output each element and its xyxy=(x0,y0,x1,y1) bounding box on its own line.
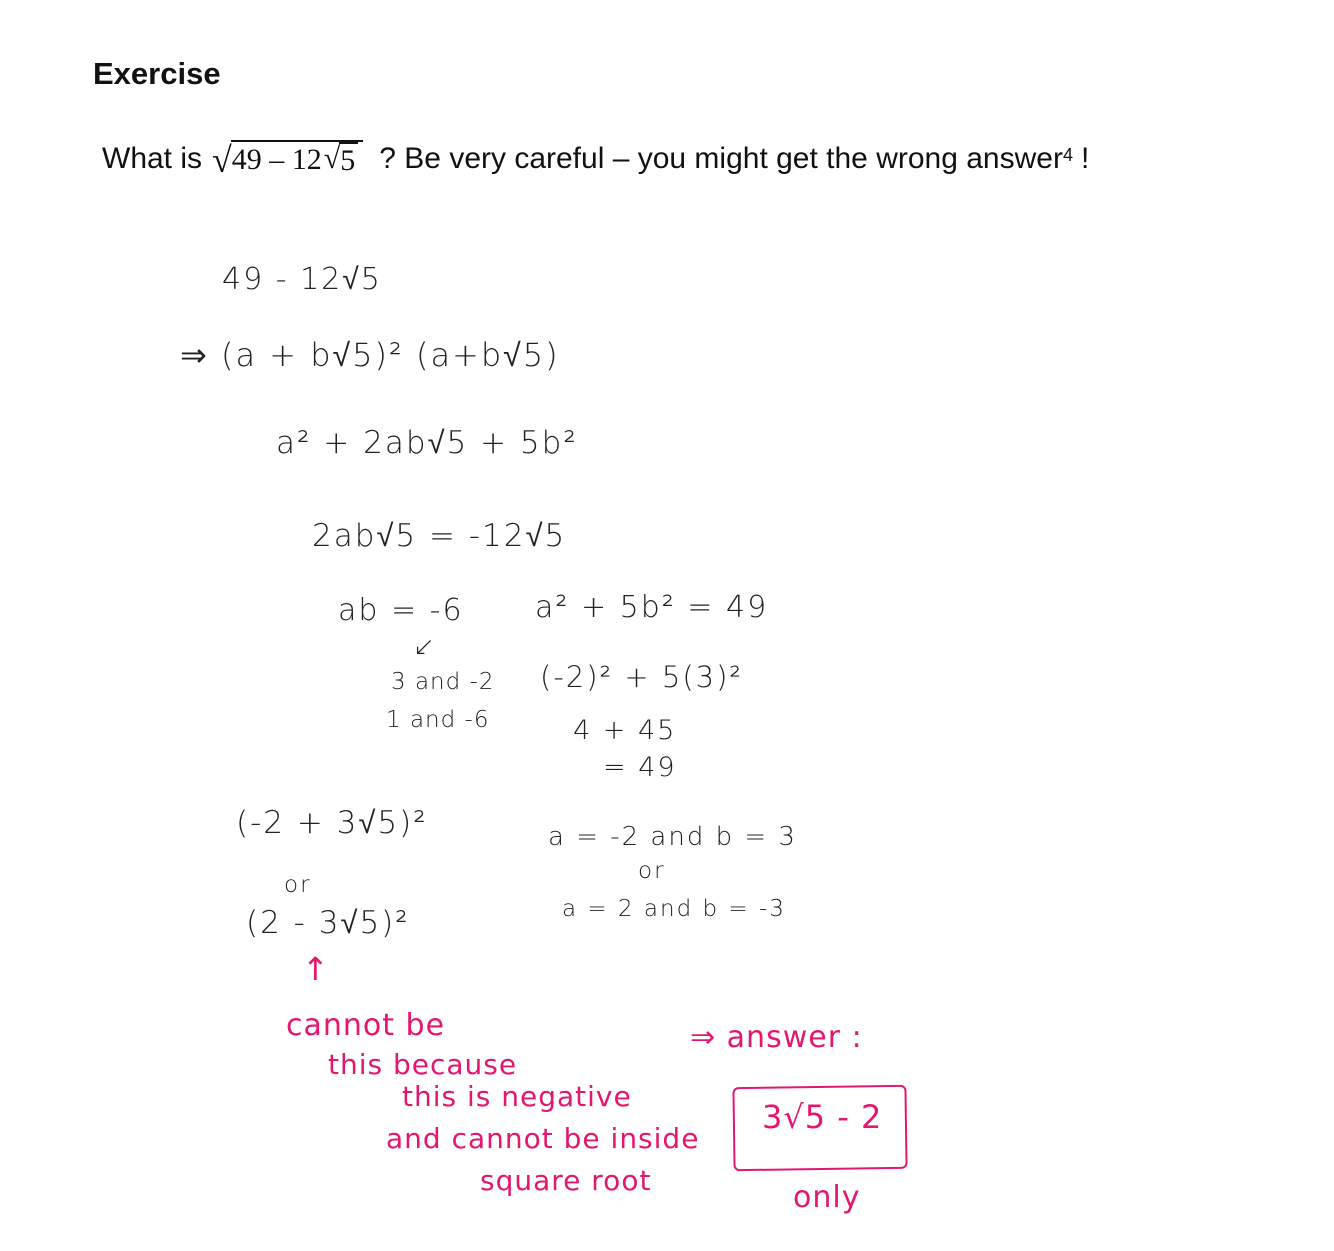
note-line-3: this is negative xyxy=(402,1080,632,1113)
check-line-3: = 49 xyxy=(603,752,677,783)
answer-value: 3√5 - 2 xyxy=(762,1098,883,1136)
exercise-heading: Exercise xyxy=(93,56,221,91)
factor-pair-2: 1 and -6 xyxy=(386,707,490,733)
question-suffix: ? Be very careful – you might get the wrong answer xyxy=(379,142,1063,175)
answer-label: ⇒ answer : xyxy=(690,1020,863,1055)
outer-radicand: 49 – 12 xyxy=(231,143,322,176)
note-line-4: and cannot be inside xyxy=(386,1122,700,1155)
work-line-3: a² + 2ab√5 + 5b² xyxy=(276,425,578,461)
or-label-1: or xyxy=(284,872,312,898)
note-line-1: cannot be xyxy=(286,1008,446,1043)
note-line-5: square root xyxy=(480,1164,652,1197)
work-line-2: ⇒ (a + b√5)² (a+b√5) xyxy=(180,336,560,374)
factor-pair-1: 3 and -2 xyxy=(391,669,495,695)
work-line-1: 49 - 12√5 xyxy=(222,262,382,297)
check-line-1: (-2)² + 5(3)² xyxy=(540,660,744,694)
question-text xyxy=(102,140,1089,178)
check-line-2: 4 + 45 xyxy=(573,715,677,746)
candidate-2: (2 - 3√5)² xyxy=(246,905,410,941)
solution-2: a = 2 and b = -3 xyxy=(562,896,786,922)
outer-radical xyxy=(212,140,363,178)
inner-radical: √ 5 xyxy=(324,142,358,178)
candidate-1: (-2 + 3√5)² xyxy=(236,805,428,841)
solution-1: a = -2 and b = 3 xyxy=(548,822,797,852)
or-label-2: or xyxy=(638,858,666,884)
up-arrow: ↑ xyxy=(302,950,330,988)
work-sum-squares: a² + 5b² = 49 xyxy=(535,590,769,625)
radical-sign: √ xyxy=(212,140,232,180)
down-left-arrow: ↙ xyxy=(413,632,437,662)
question-end: ! xyxy=(1080,142,1090,175)
work-product: ab = -6 xyxy=(338,593,464,628)
work-line-4: 2ab√5 = -12√5 xyxy=(312,518,567,554)
inner-radicand: 5 xyxy=(339,142,358,178)
footnote-marker: 4 xyxy=(1062,144,1073,165)
note-line-2: this because xyxy=(328,1048,518,1081)
question-prefix: What is xyxy=(102,142,203,175)
answer-qualifier: only xyxy=(793,1180,861,1215)
